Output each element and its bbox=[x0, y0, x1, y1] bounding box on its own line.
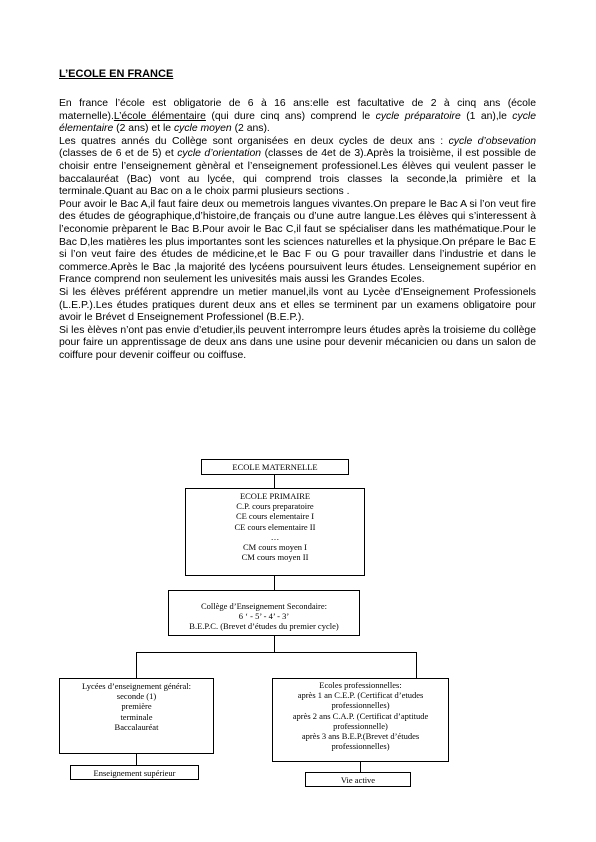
box-line: après 3 ans B.E.P.(Brevet d’études professionnelles) bbox=[301, 731, 420, 752]
box-line: 6 ‘ - 5’ - 4’ - 3’ bbox=[238, 611, 290, 622]
connector-line bbox=[360, 762, 361, 772]
paragraph-1 bbox=[59, 98, 536, 136]
paragraph-4: Si les élèves préférent apprendre un metier manuel,ils vont au Lycèe d’Enseignement Professionels (L.E.P.).Les études pratiques durent deux ans et elles se terminent par un examens obligatoire pour avoir le Brévet d Enseignement Professionel (B.E.P.). bbox=[59, 286, 536, 324]
box-label: ECOLE MATERNELLE bbox=[232, 462, 318, 472]
underlined-term: L’école élémentaire bbox=[113, 110, 206, 122]
box-line: terminale bbox=[120, 711, 153, 722]
box-heading: Lycées d’enseignement général: bbox=[81, 681, 192, 691]
box-enseignement-superieur bbox=[70, 765, 199, 780]
text-span: (classes de 4et de 3).Après la troisième, il est possible de choisir entre l’enseignement gènèral et l’enseignement professionel.Les élèves qui veulent passer le baccalauréat (Bac) vont au lycée, qui comprend trois classes la seconde,la primière et la terminale.Quant au Bac on a le choix parmi plusieurs sections . bbox=[59, 148, 537, 198]
text-span: (2 ans). bbox=[231, 123, 270, 135]
box-line: après 2 ans C.A.P. (Certificat d’aptitude professionnelle) bbox=[292, 710, 429, 731]
box-college bbox=[168, 590, 360, 636]
connector-line bbox=[274, 475, 275, 488]
italic-term: cycle préparatoire bbox=[375, 110, 461, 122]
italic-term: cycle d’orientation bbox=[177, 148, 262, 160]
italic-term: cycle d’obsevation bbox=[448, 135, 537, 147]
box-line: B.E.P.C. (Brevet d’études du premier cycle) bbox=[189, 621, 339, 632]
text-span: En france l’école est obligatorie de 6 à 16 ans:elle est facultative de 2 à cinq ans (école maternelle). bbox=[59, 98, 536, 122]
box-label: Vie active bbox=[340, 775, 376, 785]
paragraph-5: Si les èlèves n’ont pas envie d’etudier,ils peuvent interrompre leurs études après la troisieme du collège pour faire un apprentissage de deux ans dans une usine pour devenir mécanicien ou dans un salon de coiffure pour devenir coiffeur ou coiffuse. bbox=[59, 324, 536, 361]
italic-term: cycle élementaire bbox=[59, 110, 536, 135]
text-span: (1 an),le bbox=[460, 110, 513, 122]
page-title: L’ECOLE EN FRANCE bbox=[59, 68, 174, 80]
box-line: … bbox=[270, 531, 280, 542]
text-span: Les quatres annés du Collège sont organisées en deux cycles de deux ans : bbox=[59, 135, 449, 147]
box-line: CM cours moyen I bbox=[243, 542, 307, 553]
connector-line bbox=[416, 652, 417, 678]
box-ecole-maternelle bbox=[201, 459, 349, 475]
box-ecoles-professionnelles bbox=[272, 678, 449, 762]
box-line: CM cours moyen II bbox=[241, 552, 309, 563]
connector-line bbox=[136, 652, 137, 678]
paragraph-3: Pour avoir le Bac A,il faut faire deux ou memetrois langues vivantes.On prepare le Bac A si l’on veut fire des études de géographique,d’histoire,de français ou d’une autre langue.Les élèves qui s’interessent à l’economie prèparent le Bac B.Pour avoir le Bac C,il faut se spécialiser dans les mathématique.Pour le Bac D,les matières les plus importantes sont les sciences naturelles et la physique.On prépare le Bac E si l’on veut faire des études de médicine,et le Bac F ou G pour travailler dans l’industrie et dans le commerce.Après le Bac ,la majorité des lycéens poursuivent leurs études. Lenseignement supérior en France comprend non seulement les univesités mais aussi les Grandes Ecoles. bbox=[59, 198, 536, 286]
connector-line bbox=[274, 576, 275, 590]
box-label: Enseignement supérieur bbox=[93, 768, 176, 778]
box-line: première bbox=[121, 701, 152, 712]
italic-term: cycle moyen bbox=[173, 123, 232, 135]
text-span: (classes de 6 et de 5) et bbox=[59, 148, 178, 160]
box-line: CE cours elementaire II bbox=[234, 521, 316, 532]
box-heading: ECOLE PRIMAIRE bbox=[239, 491, 311, 501]
box-heading: Collège d’Enseignement Secondaire: bbox=[200, 601, 328, 611]
box-line: après 1 an C.E.P. (Certificat d’etudes professionnelles) bbox=[297, 690, 424, 711]
connector-line bbox=[136, 652, 417, 653]
text-span: (2 ans) et le bbox=[113, 123, 174, 135]
box-lycees bbox=[59, 678, 214, 754]
paragraph-2 bbox=[59, 136, 536, 199]
box-vie-active bbox=[305, 772, 411, 787]
text-span: (qui dure cinq ans) comprend le bbox=[205, 110, 376, 122]
box-line: Baccalauréat bbox=[114, 721, 159, 732]
box-line: CE cours elementaire I bbox=[235, 511, 315, 522]
connector-line bbox=[136, 754, 137, 765]
connector-line bbox=[274, 636, 275, 652]
body-text bbox=[59, 98, 536, 362]
box-heading: Ecoles professionnelles: bbox=[319, 680, 402, 690]
box-line: C.P. cours preparatoire bbox=[236, 501, 314, 512]
box-ecole-primaire bbox=[185, 488, 365, 576]
box-line: seconde (1) bbox=[116, 691, 157, 702]
